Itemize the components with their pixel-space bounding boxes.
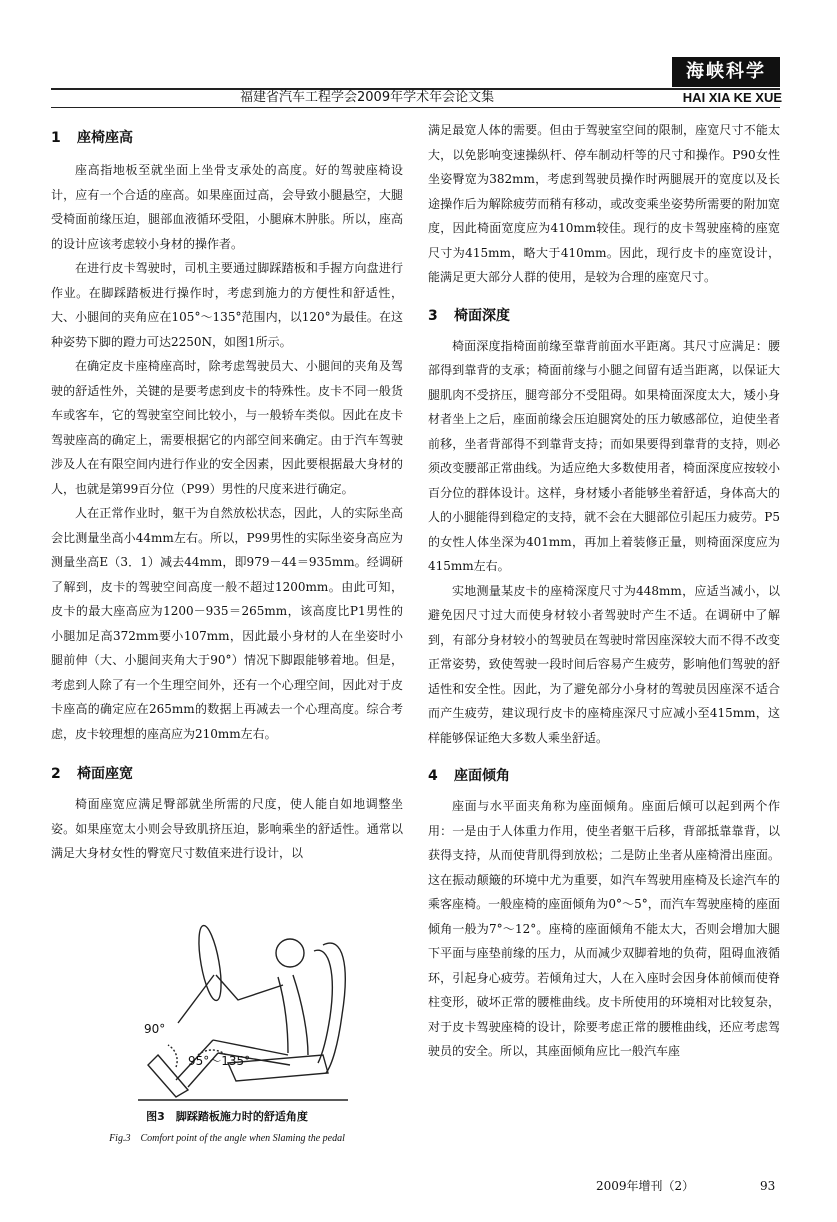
paragraph: 人在正常作业时，躯干为自然放松状态，因此，人的实际坐高会比测量坐高小44mm左右。所以，P99男性的实际坐姿身高应为测量坐高E（3．1）减去44mm，即979－44＝935mm。经调研了解到，皮卡的驾驶空间高度一般不超过1200mm。由此可知，皮卡的最大座高应为1200－935＝265mm，该高度比P1男性的小腿加足高372mm要小107mm，因此最小身材的人在坐姿时小腿前伸（大、小腿间夹角大于90°）情况下脚跟能够着地。但是，考虑到人除了有一个生理空间外，还有一个心理空间，因此对于皮卡座高的确定应在265mm的数据上再减去一个心理高度。综合考虑，皮卡较理想的座高应为210mm左右。 [51, 506, 403, 741]
journal-badge: 海峡科学 [672, 57, 780, 87]
seat-back [323, 943, 345, 1073]
header-title: 福建省汽车工程学会2009年学术年会论文集 [240, 90, 495, 105]
paragraph: 座高指地板至就坐面上坐骨支承处的高度。好的驾驶座椅设计，应有一个合适的座高。如果座面过高，会导致小腿悬空，大腿受椅面前缘压迫，腿部血液循环受阻，小腿麻木肿胀。所以，座高的设计应该考虑较小身材的操作者。 [51, 163, 403, 251]
angle-label-90: 90° [144, 1022, 166, 1036]
right-column [428, 118, 780, 1064]
pedal [148, 1055, 188, 1097]
page-number: 93 [760, 1179, 776, 1193]
figure-caption-en: Fig.3 Comfort point of the angle when Slaming the pedal [109, 1133, 345, 1144]
left-column [51, 126, 403, 866]
section-heading-3: 3 椅面深度 [428, 307, 510, 324]
paragraph: 满足最宽人体的需要。但由于驾驶室空间的限制，座宽尺寸不能太大，以免影响变速操纵杆、停车制动杆等的尺寸和操作。P90女性坐姿臀宽为382mm，考虑到驾驶员操作时两腿展开的宽度以及长途操作后为解除疲劳而稍有移动，或改变乘坐姿势所需要的附加宽度，因此椅面宽度应为410mm较佳。现行的皮卡驾驶座椅的座宽尺寸为415mm，略大于410mm。因此，现行皮卡的座宽设计，能满足更大部分人群的使用，是较为合理的座宽尺寸。 [428, 123, 780, 284]
section-heading-2: 2 椅面座宽 [51, 766, 133, 782]
figure-pedal-angle [118, 905, 378, 1105]
paragraph: 椅面深度指椅面前缘至靠背前面水平距离。其尺寸应满足：腰部得到靠背的支承；椅面前缘与小腿之间留有适当距离，以保证大腿肌肉不受挤压，腿弯部分不受阻碍。如果椅面深度太大，矮小身材者坐上之后，座面前缘会压迫腿窝处的压力敏感部位，迫使坐者前移，坐者背部得不到靠背支持；而如果要得到靠背的支持，则必须改变腰部正常曲线。为适应绝大多数使用者，椅面深度应按较小百分位的群体设计。这样，身材矮小者能够坐着舒适，身体高大的人的小腿能得到稳定的支持，就不会在大腿部位引起压力疲劳。P5的女性人体坐深为401mm，再加上着装修正量，则椅面深度应为415mm左右。 [428, 338, 780, 573]
figure-drawing [118, 905, 378, 1105]
paragraph: 在确定皮卡座椅座高时，除考虑驾驶员大、小腿间的夹角及驾驶的舒适性外，关键的是要考虑到皮卡的特殊性。皮卡不同一般货车或客车，它的驾驶室空间比较小，与一般轿车类似。因此在皮卡驾驶座高的确定上，需要根据它的内部空间来确定。由于汽车驾驶涉及人在有限空间内进行作业的安全因素，因此要根据最大身材的人，也就是第99百分位（P99）男性的尺度来进行确定。 [51, 359, 403, 496]
header-journal-en: HAI XIA KE XUE [682, 90, 782, 105]
driver-head [276, 939, 304, 967]
section-heading-4: 4 座面倾角 [428, 768, 510, 784]
paragraph: 在进行皮卡驾驶时，司机主要通过脚踩踏板和手握方向盘进行作业。在脚踩踏板进行操作时，考虑到施力的方便性和舒适性，大、小腿间的夹角应在105°～135°范围内，以120°为最佳。在这种姿势下脚的蹬力可达2250N，如图1所示。 [51, 261, 403, 349]
figure-caption-cn: 图3 脚踩踏板施力时的舒适角度 [146, 1110, 308, 1123]
paragraph: 椅面座宽应满足臀部就坐所需的尺度，使人能自如地调整坐姿。如果座宽太小则会导致肌挤压迫，影响乘坐的舒适性。通常以满足大身材女性的臀宽尺寸数值来进行设计，以 [51, 797, 403, 860]
paragraph: 实地测量某皮卡的座椅深度尺寸为448mm，应适当减小，以避免因尺寸过大而使身材较小者驾驶时产生不适。在调研中了解到，有部分身材较小的驾驶员在驾驶时常因座深较大而不得不改变正常姿势，致使驾驶一段时间后容易产生疲劳，影响他们驾驶的舒适性和安全性。因此，为了避免部分小身材的驾驶员因座深不适合而产生疲劳，建议现行皮卡的座椅座深尺寸应减小至415mm，这样能够保证绝大多数人乘坐舒适。 [428, 583, 780, 745]
header-rule-bottom [51, 107, 780, 108]
steering-wheel [195, 924, 226, 1002]
section-heading-1: 1 座椅座高 [51, 130, 133, 146]
paragraph: 座面与水平面夹角称为座面倾角。座面后倾可以起到两个作用：一是由于人体重力作用，使坐者躯干后移，背部抵靠靠背，以获得支持，从而使背肌得到放松；二是防止坐者从座椅滑出座面。这在振动颠簸的环境中尤为重要，如汽车驾驶用座椅及长途汽车的乘客座椅。一般座椅的座面倾角为0°～5°，而汽车驾驶座椅的座面倾角一般为7°～12°。座椅的座面倾角不能太大，否则会增加大腿下平面与座垫前缘的压力，从而减少双脚着地的负荷，阻碍血液循环，引起身心疲劳。若倾角过大，人在入座时会因身体前倾而使脊柱变形，破坏正常的腰椎曲线。皮卡所使用的环境相对比较复杂，对于皮卡驾驶座椅的设计，除要考虑正常的腰椎曲线，还应考虑驾驶员的安全。所以，其座面倾角应比一般汽车座 [428, 799, 780, 1058]
footer-issue: 2009年增刊（2） [596, 1179, 695, 1193]
angle-label-range: 95°～135° [188, 1054, 251, 1068]
